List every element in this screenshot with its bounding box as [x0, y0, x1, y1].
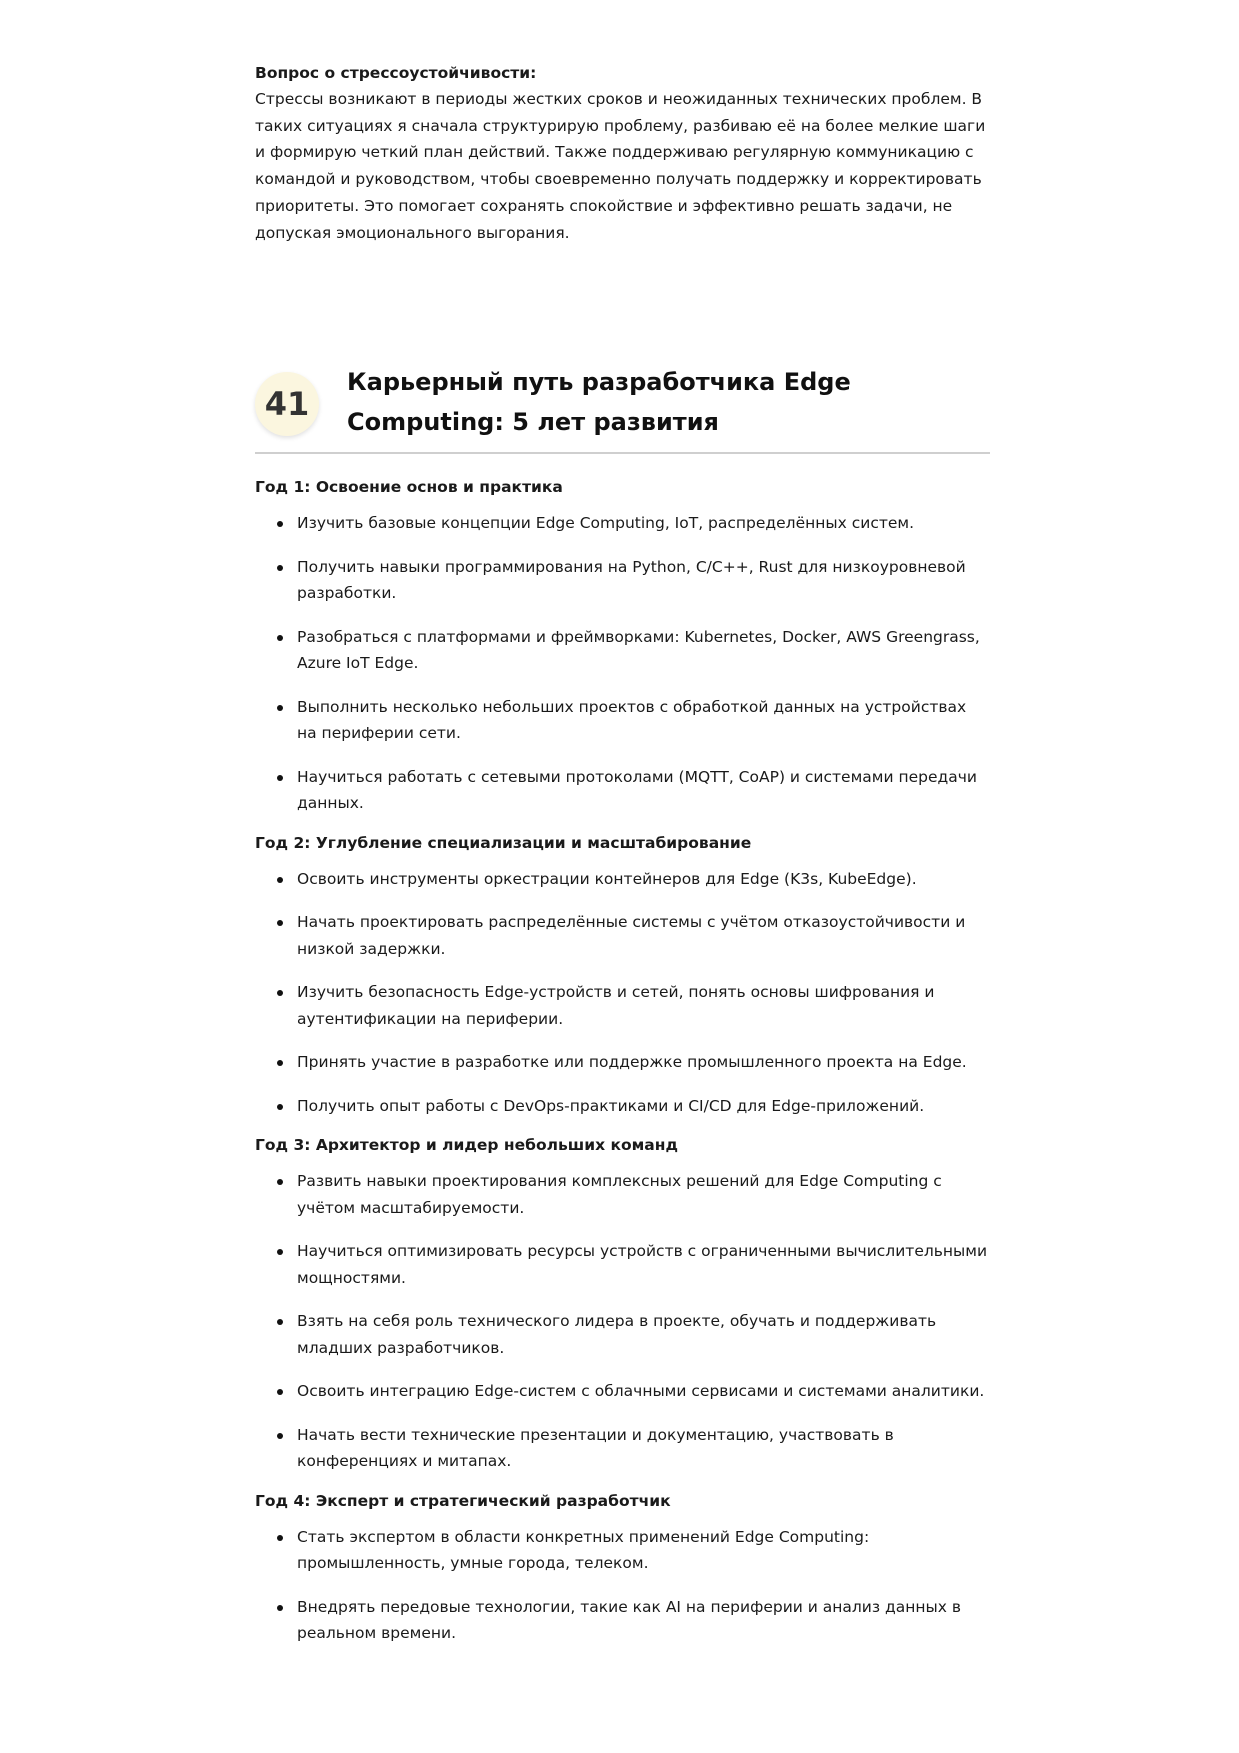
- section-number-badge: 41: [255, 372, 319, 436]
- list-item: [255, 554, 990, 607]
- bullet-icon: [277, 1060, 283, 1066]
- list-item: [255, 1049, 990, 1076]
- list-item-text: Внедрять передовые технологии, такие как AI на периферии и анализ данных в реальном времени.: [297, 1597, 962, 1642]
- bullet-icon: [277, 521, 283, 527]
- list-item-text: Развить навыки проектирования комплексных решений для Edge Computing с учётом масштабируемости.: [297, 1172, 942, 1217]
- list-item-text: Освоить интеграцию Edge-систем с облачными сервисами и системами аналитики.: [297, 1382, 985, 1400]
- bullet-icon: [277, 635, 283, 641]
- list-item-text: Разобраться с платформами и фреймворками: Kubernetes, Docker, AWS Greengrass, Azure IoT Edge.: [297, 627, 980, 672]
- list-item: [255, 1378, 990, 1405]
- list-item: [255, 1093, 990, 1120]
- bullet-icon: [277, 1389, 283, 1395]
- list-item-text: Начать проектировать распределённые системы с учётом отказоустойчивости и низкой задержки.: [297, 913, 966, 958]
- list-item: [255, 624, 990, 677]
- stress-question-block: [255, 60, 990, 246]
- list-item-text: Получить опыт работы с DevOps-практиками и CI/CD для Edge-приложений.: [297, 1096, 925, 1115]
- section-title: Карьерный путь разработчика Edge Computing: 5 лет развития: [347, 368, 851, 436]
- bullet-icon: [277, 1179, 283, 1185]
- bullet-icon: [277, 990, 283, 996]
- list-item-text: Выполнить несколько небольших проектов с обработкой данных на устройствах на периферии сети.: [297, 697, 967, 742]
- list-item: [255, 909, 990, 962]
- year-2-title: Год 2: Углубление специализации и масштабирование: [255, 833, 752, 852]
- list-item: [255, 510, 990, 537]
- list-item-text: Взять на себя роль технического лидера в проекте, обучать и поддерживать младших разработчиков.: [297, 1312, 937, 1357]
- stress-question-title: Вопрос о стрессоустойчивости:: [255, 64, 537, 82]
- year-1-list: [255, 510, 990, 817]
- bullet-icon: [277, 705, 283, 711]
- year-3-title: Год 3: Архитектор и лидер небольших команд: [255, 1136, 678, 1154]
- bullet-icon: [277, 1249, 283, 1255]
- year-4-title: Год 4: Эксперт и стратегический разработчик: [255, 1491, 671, 1510]
- list-item: [255, 1594, 990, 1647]
- list-item: [255, 764, 990, 817]
- year-2-list: [255, 866, 990, 1120]
- list-item: [255, 694, 990, 747]
- list-item: [255, 1524, 990, 1577]
- list-item-text: Начать вести технические презентации и документацию, участвовать в конференциях и митапах.: [297, 1425, 894, 1470]
- list-item-text: Освоить инструменты оркестрации контейнеров для Edge (K3s, KubeEdge).: [297, 869, 917, 888]
- year-3-list: [255, 1168, 990, 1475]
- year-1-title: Год 1: Освоение основ и практика: [255, 478, 563, 496]
- stress-question-answer: Стрессы возникают в периоды жестких сроков и неожиданных технических проблем. В таких ситуациях я сначала структурирую проблему, разбиваю её на более мелкие шаги и формирую четкий план действий. Также поддерживаю регулярную коммуникацию с командой и руководством, чтобы своевременно получать поддержку и корректировать приоритеты. Это помогает сохранять спокойствие и эффективно решать задачи, не допуская эмоционального выгорания.: [255, 90, 986, 242]
- list-item-text: Получить навыки программирования на Python, C/C++, Rust для низкоуровневой разработки.: [297, 557, 966, 602]
- bullet-icon: [277, 1605, 283, 1611]
- bullet-icon: [277, 775, 283, 781]
- career-path-content: [255, 474, 990, 1660]
- bullet-icon: [277, 1104, 283, 1110]
- list-item-text: Принять участие в разработке или поддержке промышленного проекта на Edge.: [297, 1053, 967, 1071]
- bullet-icon: [277, 1433, 283, 1439]
- list-item-text: Научиться работать с сетевыми протоколами (MQTT, CoAP) и системами передачи данных.: [297, 767, 977, 812]
- list-item-text: Стать экспертом в области конкретных применений Edge Computing: промышленность, умные города, телеком.: [297, 1527, 870, 1572]
- list-item-text: Изучить безопасность Edge-устройств и сетей, понять основы шифрования и аутентификации на периферии.: [297, 983, 935, 1028]
- bullet-icon: [277, 565, 283, 571]
- list-item: [255, 979, 990, 1032]
- bullet-icon: [277, 1319, 283, 1325]
- list-item: [255, 1238, 990, 1291]
- list-item: [255, 1422, 990, 1475]
- bullet-icon: [277, 1535, 283, 1541]
- list-item: [255, 1168, 990, 1221]
- bullet-icon: [277, 920, 283, 926]
- list-item: [255, 866, 990, 893]
- bullet-icon: [277, 877, 283, 883]
- list-item-text: Изучить базовые концепции Edge Computing, IoT, распределённых систем.: [297, 514, 915, 532]
- section-header: [255, 362, 990, 454]
- list-item-text: Научиться оптимизировать ресурсы устройств с ограниченными вычислительными мощностями.: [297, 1242, 988, 1287]
- year-4-list: [255, 1524, 990, 1647]
- list-item: [255, 1308, 990, 1361]
